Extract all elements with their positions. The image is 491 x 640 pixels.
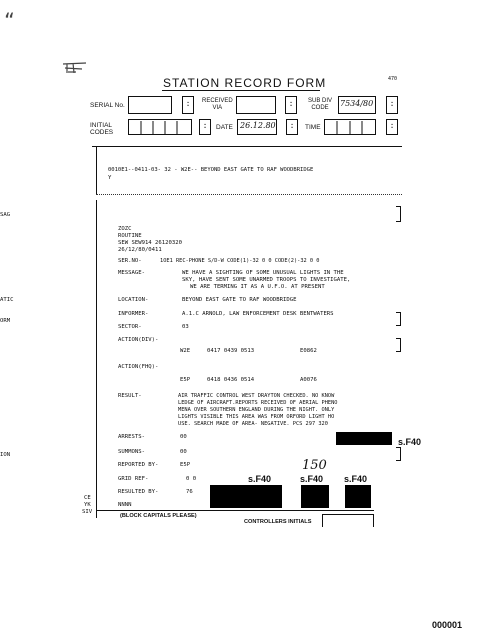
handwritten-number: 150 <box>302 458 327 473</box>
action-fhq-label: ACTION(FHQ)- <box>118 364 159 370</box>
subdiv-label: SUB DIV CODE <box>308 98 333 111</box>
action-div-ref: E0862 <box>300 348 317 354</box>
margin-sag: SAG <box>0 212 11 218</box>
grid-ref-label: GRID REF- <box>118 476 149 482</box>
message-line-3: WE ARE TERMING IT AS A U.F.O. AT PRESENT <box>190 284 325 290</box>
sector-label: SECTOR- <box>118 324 142 330</box>
arrests-value: 00 <box>180 434 187 440</box>
corner-mark: “ <box>4 10 15 31</box>
redaction-block-1 <box>336 432 392 445</box>
routing-line-4: 26/12/80/0411 <box>118 247 162 253</box>
margin-siv: SIV <box>82 509 93 515</box>
redaction-label-1: s.F40 <box>398 437 422 447</box>
time-colon: : <box>386 119 398 135</box>
sector-value: 03 <box>182 324 189 330</box>
margin-ce: CE <box>84 495 91 501</box>
summons-label: SUMMONS- <box>118 449 145 455</box>
routing-line-2: ROUTINE <box>118 233 142 239</box>
result-line-2: LEDGE OF AIRCRAFT.REPORTS RECEIVED OF AERIAL PHENO <box>178 400 338 406</box>
initial-codes-boxes <box>128 119 192 135</box>
informer-value: A.1.C ARNOLD, LAW ENFORCEMENT DESK BENTWATERS <box>182 311 334 317</box>
location-label: LOCATION- <box>118 297 149 303</box>
block-capitals-note: (BLOCK CAPITALS PLEASE) <box>120 513 197 519</box>
initial-codes-label: INITIAL CODES <box>90 122 114 136</box>
action-div-code: W2E <box>180 348 191 354</box>
action-div-label: ACTION(DIV)- <box>118 337 159 343</box>
result-label: RESULT- <box>118 393 142 399</box>
form-title: STATION RECORD FORM <box>163 76 327 90</box>
reported-by-label: REPORTED BY- <box>118 462 159 468</box>
date-colon: : <box>286 119 298 135</box>
margin-yk: YK <box>84 502 91 508</box>
bracket-result <box>396 447 401 461</box>
summary-dotted-rule <box>96 194 402 196</box>
controllers-initials-box <box>322 514 374 527</box>
serial-colon: : <box>182 96 194 114</box>
bracket-sag <box>396 206 401 222</box>
page-number-top: 470 <box>388 76 398 82</box>
action-fhq-ref: A0076 <box>300 377 317 383</box>
redaction-block-2 <box>210 485 282 508</box>
margin-orm: ORM <box>0 318 11 324</box>
serial-box <box>128 96 172 114</box>
serial-label: SERIAL No. <box>90 102 125 109</box>
body-left-rule <box>96 200 97 518</box>
message-line-2: SKY, HAVE SENT SOME UNARMED TROOPS TO INVESTIGATE, <box>182 277 351 283</box>
corner-stamp-icon <box>62 60 88 74</box>
summary-line-2: Y <box>108 175 112 181</box>
margin-ion: ION <box>0 452 11 458</box>
routing-line-1: ZOZC <box>118 226 132 232</box>
subdiv-colon: : <box>386 96 398 114</box>
redaction-label-3: s.F40 <box>300 474 324 484</box>
summons-value: 00 <box>180 449 187 455</box>
grid-ref-value: 0 0 <box>186 476 197 482</box>
result-line-5: USE. SEARCH MADE OF AREA- NEGATIVE. PCS 297 320 <box>178 421 328 427</box>
subdiv-value: 7534/80 <box>340 99 374 108</box>
serno-label: SER.NO- <box>118 258 142 264</box>
summary-top-rule <box>92 146 402 147</box>
message-line-1: WE HAVE A SIGHTING OF SOME UNUSUAL LIGHTS IN THE <box>182 270 344 276</box>
title-underline <box>162 90 320 91</box>
received-colon: : <box>285 96 297 114</box>
result-line-3: MENA OVER SOUTHERN ENGLAND DURING THE NIGHT. ONLY <box>178 407 335 413</box>
page-number-bottom: 000001 <box>432 620 463 630</box>
bracket-action <box>396 338 401 352</box>
routing-line-3: SEW SEW914 26120320 <box>118 240 182 246</box>
redaction-label-4: s.F40 <box>344 474 368 484</box>
summary-left-rule <box>96 146 97 194</box>
bottom-rule <box>96 510 374 511</box>
reported-by-value: E5P <box>180 462 191 468</box>
action-div-times: 0417 0439 0513 <box>207 348 255 354</box>
arrests-label: ARRESTS- <box>118 434 145 440</box>
location-value: BEYOND EAST GATE TO RAF WOODBRIDGE <box>182 297 297 303</box>
resulted-by-label: RESULTED BY- <box>118 489 159 495</box>
date-value: 26.12.80 <box>240 121 276 130</box>
time-label: TIME <box>305 124 321 131</box>
margin-atic: ATIC <box>0 297 14 303</box>
received-label: RECEIVED VIA <box>202 98 233 111</box>
message-label: MESSAGE- <box>118 270 145 276</box>
resulted-by-value: 76 <box>186 489 193 495</box>
result-line-4: LIGHTS VISIBLE THIS AREA WAS FROM ORFORD LIGHT HO <box>178 414 335 420</box>
controllers-initials-label: CONTROLLERS INITIALS <box>244 519 312 525</box>
redaction-block-4 <box>345 485 371 508</box>
time-boxes <box>324 119 376 135</box>
initial-colon: : <box>199 119 211 135</box>
serno-value: 1OE1 REC-PHONE S/D-W CODE(1)-32 0 0 CODE(2)-32 0 0 <box>160 258 320 264</box>
date-label: DATE <box>216 124 233 131</box>
informer-label: INFORMER- <box>118 311 149 317</box>
summary-line-1: 0010E1--0411-03- 32 - W2E-- BEYOND EAST GATE TO RAF WOODBRIDGE <box>108 167 314 173</box>
action-fhq-code: E5P <box>180 377 191 383</box>
redaction-block-3 <box>301 485 329 508</box>
nnnn-terminator: NNNN <box>118 502 132 508</box>
action-fhq-times: 0418 0436 0514 <box>207 377 255 383</box>
received-box <box>236 96 276 114</box>
redaction-label-2: s.F40 <box>248 474 272 484</box>
bracket-informer <box>396 312 401 326</box>
result-line-1: AIR TRAFFIC CONTROL WEST DRAYTON CHECKED. NO KNOW <box>178 393 335 399</box>
